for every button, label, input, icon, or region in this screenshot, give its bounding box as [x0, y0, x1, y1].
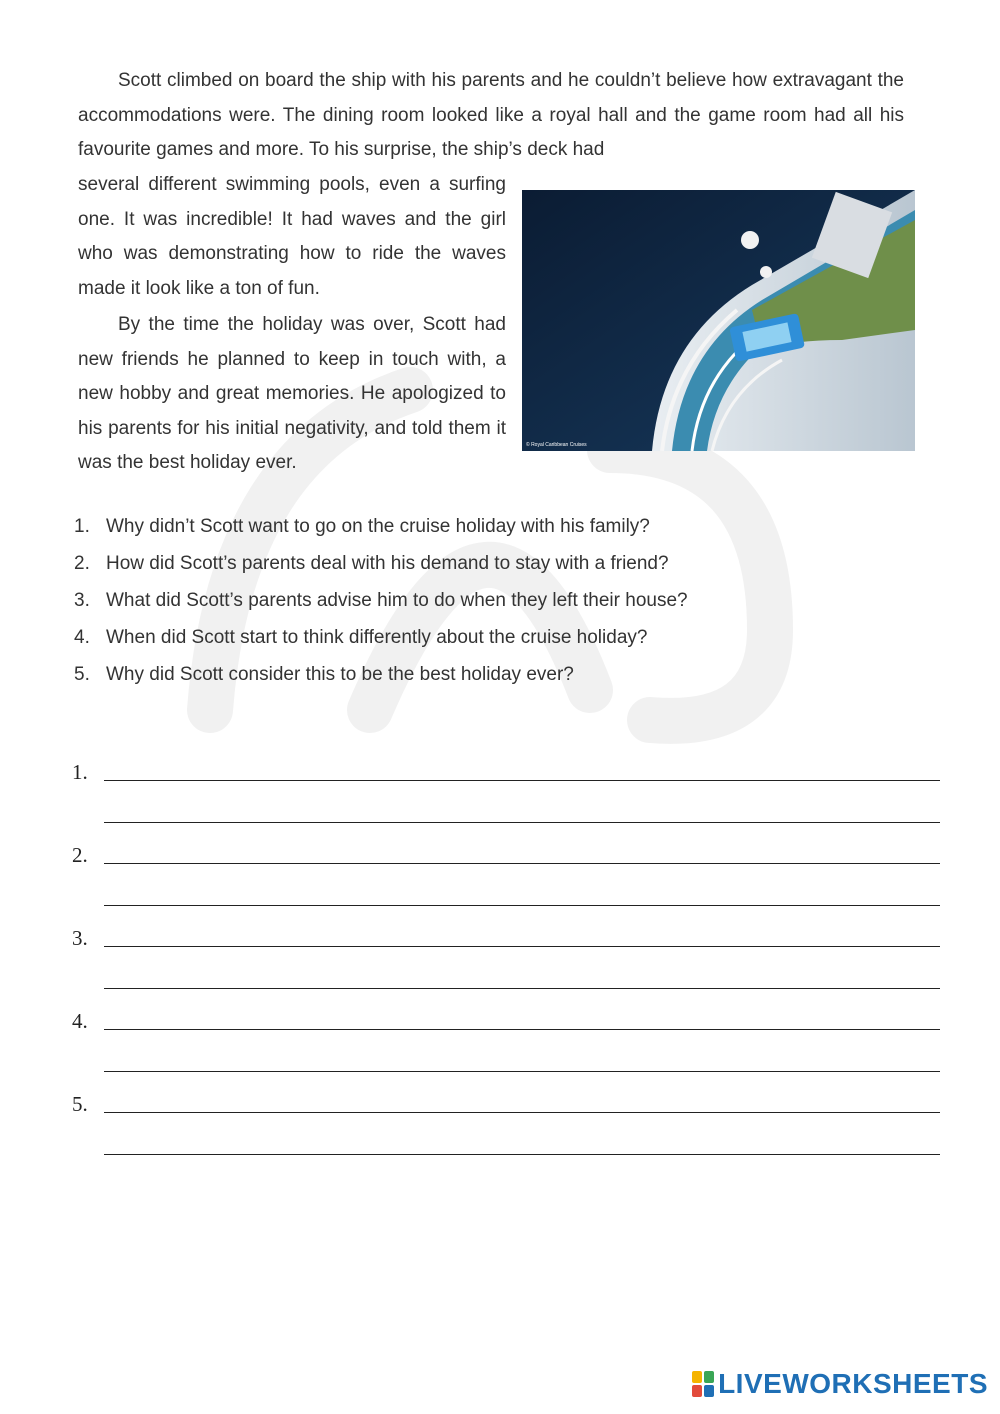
liveworksheets-logo — [692, 1364, 988, 1404]
answer-line[interactable] — [104, 1029, 940, 1030]
question-text: Why didn’t Scott want to go on the cruise holiday with his family? — [106, 516, 650, 537]
question-item — [74, 545, 688, 582]
answer-line[interactable] — [104, 946, 940, 947]
answer-block — [72, 1001, 942, 1084]
answer-block — [72, 752, 942, 835]
story-paragraph-1-top: Scott climbed on board the ship with his parents and he couldn’t believe how extravagant the accommodations were. The dining room looked like a royal hall and the game room had all his favourite games and more. To his surprise, the ship’s deck had — [78, 70, 904, 160]
photo-credit: © Royal Caribbean Cruises — [526, 442, 587, 448]
question-text: What did Scott’s parents advise him to do when they left their house? — [106, 590, 688, 611]
question-item — [74, 508, 688, 545]
question-number: 3. — [74, 590, 90, 611]
question-text: When did Scott start to think differently about the cruise holiday? — [106, 627, 648, 648]
question-text: Why did Scott consider this to be the best holiday ever? — [106, 664, 574, 685]
answer-block — [72, 918, 942, 1001]
question-item — [74, 656, 688, 693]
liveworksheets-logo-text: LIVEWORKSHEETS — [718, 1368, 988, 1399]
question-number: 1. — [74, 516, 90, 537]
story-paragraph-1-rest: several different swimming pools, even a surfing one. It was incredible! It had waves and the girl who was demonstrating how to ride the waves made it look like a ton of fun. — [78, 174, 506, 299]
answer-line[interactable] — [104, 988, 940, 989]
question-list — [74, 508, 688, 693]
story-paragraph-2: By the time the holiday was over, Scott had new friends he planned to keep in touch with, a new hobby and great memories. He apologized to his parents for his initial negativity, and told them it was the best holiday ever. — [78, 314, 506, 473]
question-number: 5. — [74, 664, 90, 685]
answer-number: 5. — [72, 1092, 88, 1116]
answer-line[interactable] — [104, 863, 940, 864]
answer-line[interactable] — [104, 1112, 940, 1113]
answer-line[interactable] — [104, 905, 940, 906]
question-item — [74, 582, 688, 619]
answer-line[interactable] — [104, 1154, 940, 1155]
liveworksheets-logo-icon — [692, 1371, 714, 1397]
question-number: 2. — [74, 553, 90, 574]
answer-block — [72, 1084, 942, 1167]
answer-number: 2. — [72, 843, 88, 867]
answer-section — [72, 752, 942, 1167]
question-text: How did Scott’s parents deal with his demand to stay with a friend? — [106, 553, 669, 574]
question-number: 4. — [74, 627, 90, 648]
answer-block — [72, 835, 942, 918]
answer-number: 3. — [72, 926, 88, 950]
cruise-ship-photo — [522, 190, 915, 451]
answer-line[interactable] — [104, 780, 940, 781]
answer-line[interactable] — [104, 1071, 940, 1072]
answer-number: 1. — [72, 760, 88, 784]
answer-line[interactable] — [104, 822, 940, 823]
question-item — [74, 619, 688, 656]
answer-number: 4. — [72, 1009, 88, 1033]
